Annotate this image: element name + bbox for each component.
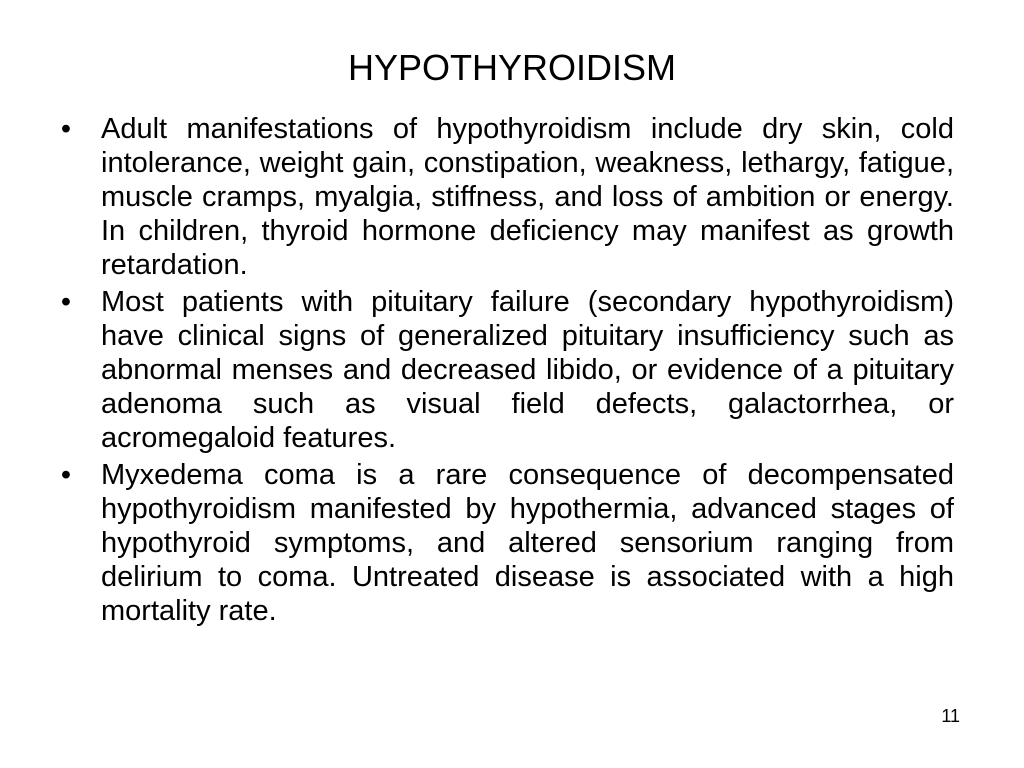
bullet-icon: •: [60, 286, 72, 318]
slide-title: HYPOTHYROIDISM: [347, 47, 677, 88]
bullet-text: Adult manifestations of hypothyroidism include dry skin, cold intolerance, weight gain, constipation, weakness, lethargy, fatigue, muscle cramps, myalgia, stiffness, and loss of ambition or energy. In children, thyroid hormone deficiency may manifest as growth retardation.: [101, 113, 954, 281]
bullet-item: [56, 112, 954, 282]
bullet-item: [56, 285, 954, 455]
bullet-text: Myxedema coma is a rare consequence of decompensated hypothyroidism manifested by hypothermia, advanced stages of hypothyroid symptoms, and altered sensorium ranging from delirium to coma. Untreated disease is associated with a high mortality rate.: [101, 459, 954, 627]
bullet-text: Most patients with pituitary failure (secondary hypothyroidism) have clinical signs of generalized pituitary insufficiency such as abnormal menses and decreased libido, or evidence of a pituitary adenoma such as visual field defects, galactorrhea, or acromegaloid features.: [101, 286, 954, 454]
bullet-list: [56, 112, 954, 631]
bullet-item: [56, 458, 954, 628]
page-number: 11: [941, 706, 960, 726]
bullet-icon: •: [60, 459, 72, 491]
bullet-icon: •: [60, 113, 72, 145]
